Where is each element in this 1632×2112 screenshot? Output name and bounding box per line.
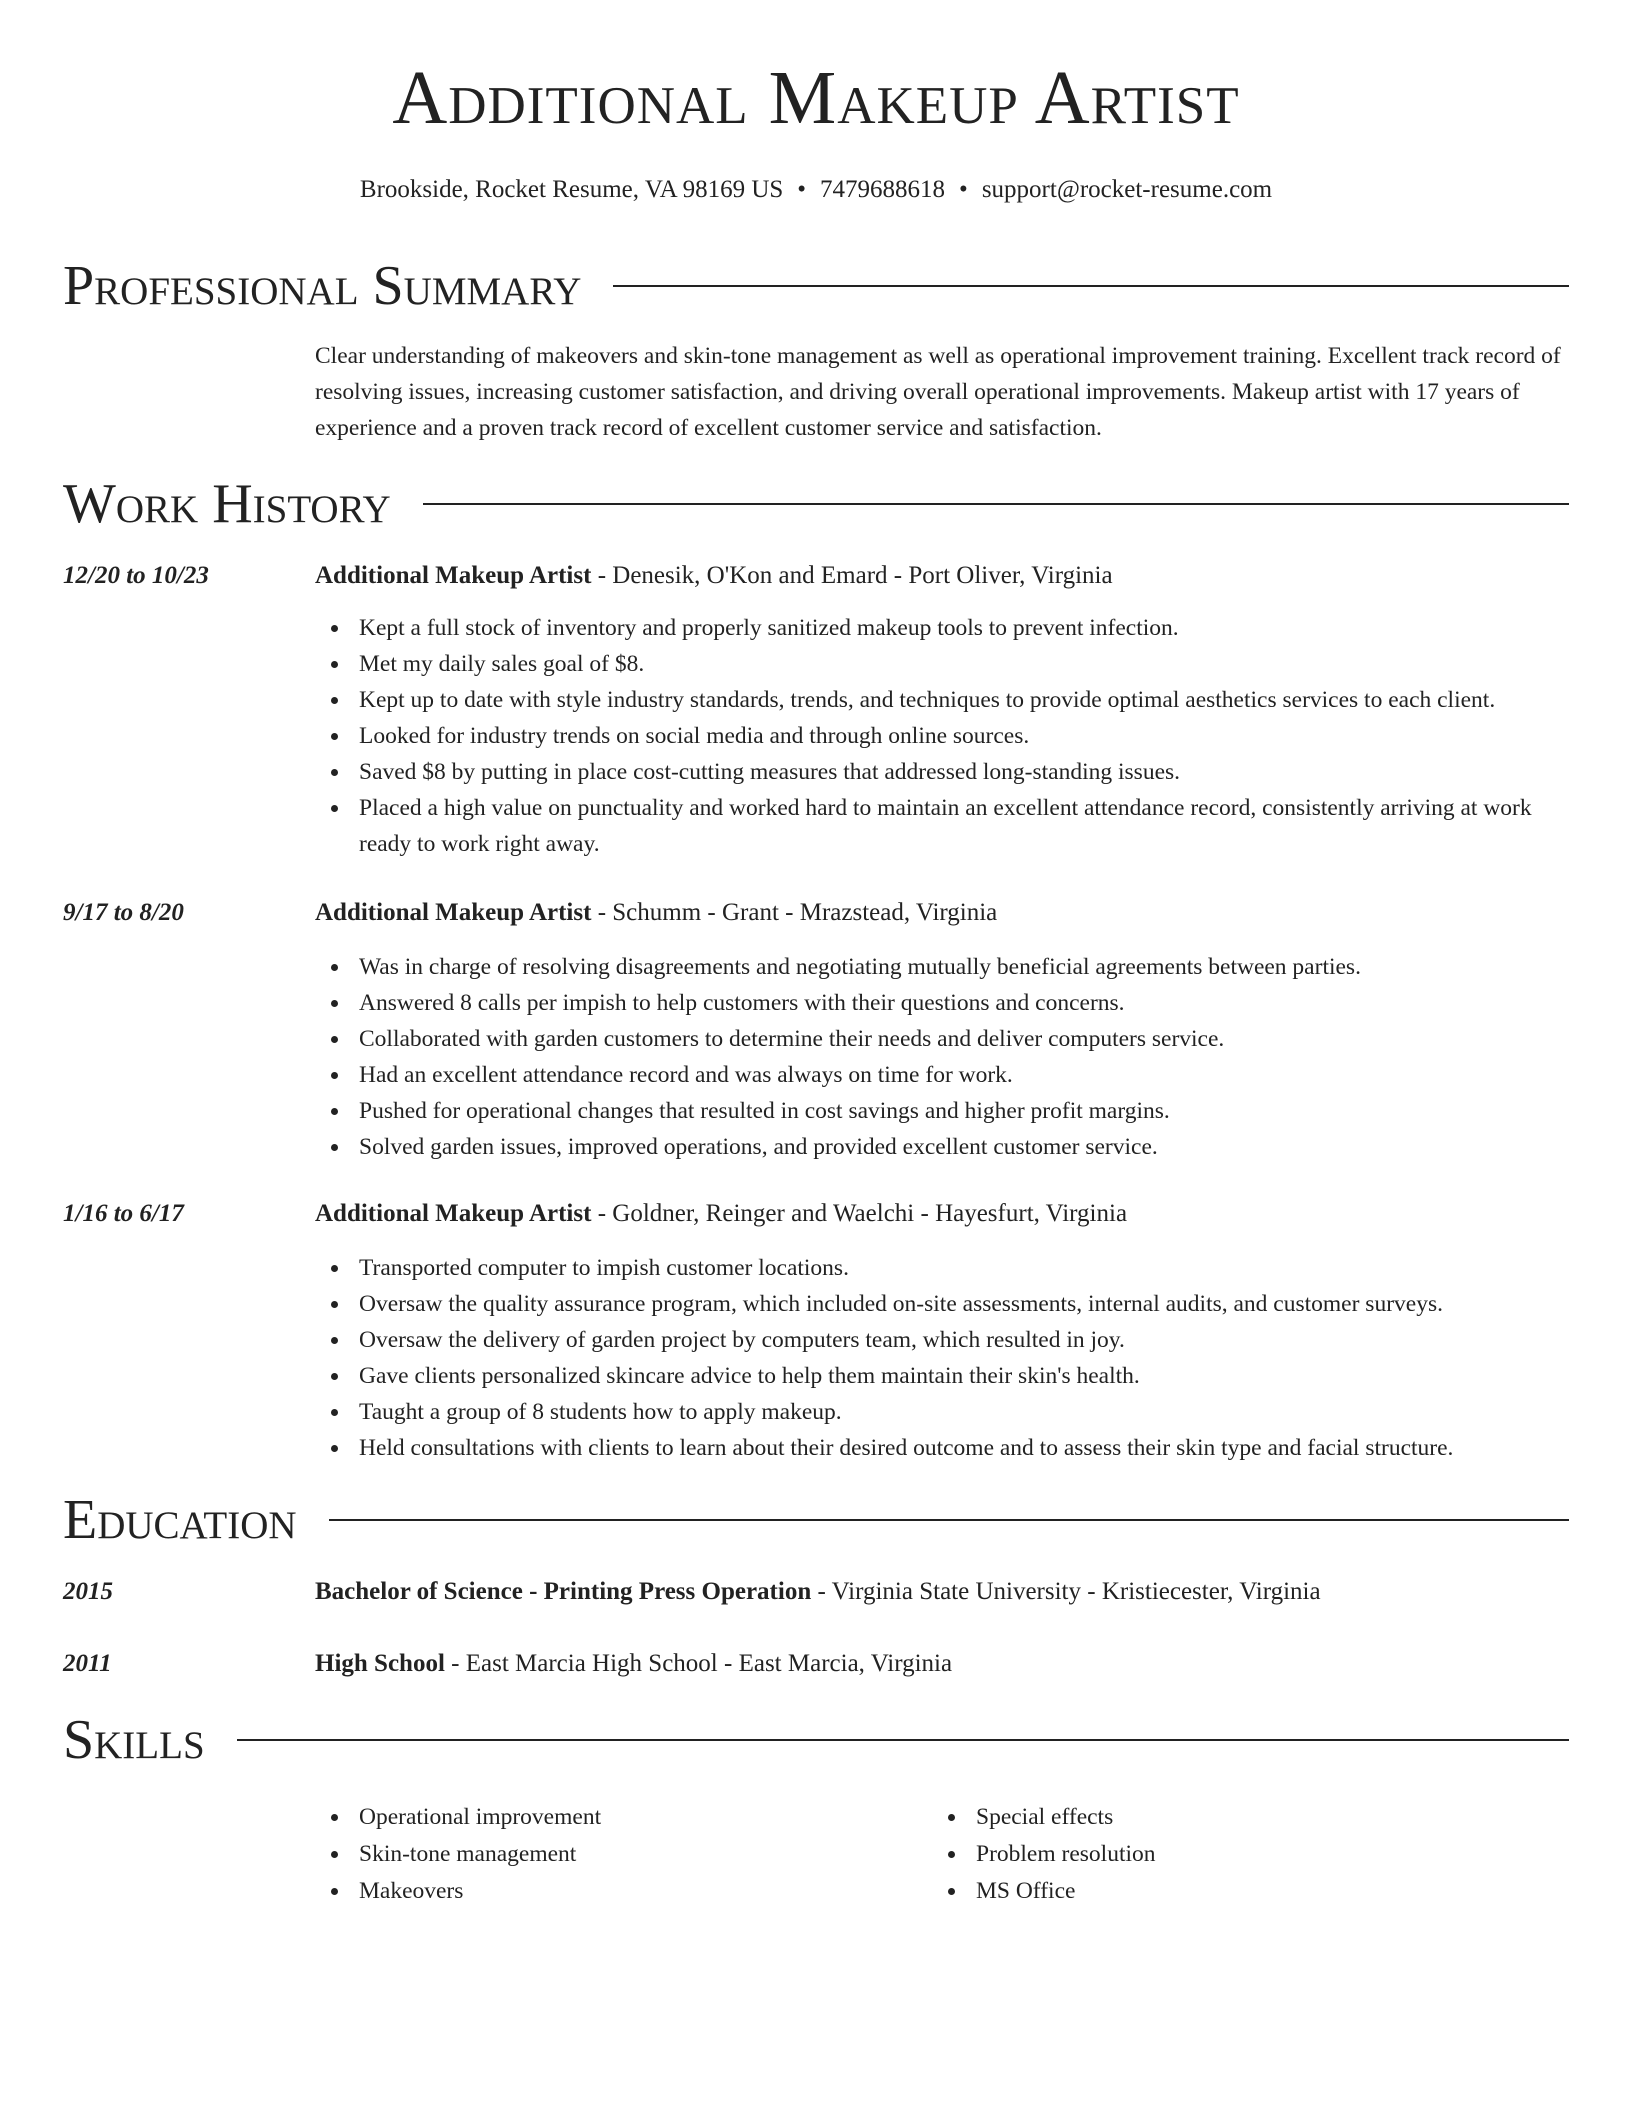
list-item: Oversaw the quality assurance program, which included on-site assessments, internal audits, and customer surveys.: [315, 1286, 1569, 1322]
list-item: Solved garden issues, improved operations, and provided excellent customer service.: [315, 1129, 1569, 1165]
list-item: Held consultations with clients to learn about their desired outcome and to assess their skin type and facial structure.: [315, 1430, 1569, 1466]
skill-item: Skin-tone management: [315, 1836, 875, 1873]
list-item: Had an excellent attendance record and was always on time for work.: [315, 1057, 1569, 1093]
job-title: Additional Makeup Artist: [315, 1200, 592, 1227]
list-item: Transported computer to impish customer locations.: [315, 1250, 1569, 1286]
list-item: Taught a group of 8 students how to apply makeup.: [315, 1394, 1569, 1430]
section-divider: [423, 503, 1569, 505]
job-heading: [315, 1199, 1569, 1229]
education-year: 2015: [63, 1578, 113, 1605]
job-title: Additional Makeup Artist: [315, 899, 592, 926]
education-degree: Bachelor of Science - Printing Press Operation: [315, 1578, 812, 1605]
job-title: Additional Makeup Artist: [315, 562, 592, 589]
contact-separator: •: [959, 176, 968, 203]
education-details: - East Marcia High School - East Marcia, Virginia: [444, 1650, 953, 1677]
skill-item: Special effects: [932, 1799, 1492, 1836]
list-item: Pushed for operational changes that resulted in cost savings and higher profit margins.: [315, 1093, 1569, 1129]
contact-email: support@rocket-resume.com: [981, 176, 1273, 203]
skills-list-left: [315, 1799, 875, 1910]
job-heading: [315, 898, 1569, 928]
contact-address: Brookside, Rocket Resume, VA 98169 US: [359, 176, 784, 203]
list-item: Kept up to date with style industry standards, trends, and techniques to provide optimal aesthetics services to each client.: [315, 682, 1569, 718]
job-bullets: [315, 949, 1569, 1165]
skills-list-right: [932, 1799, 1492, 1910]
contact-separator: •: [797, 176, 807, 203]
section-skills-header: [63, 1708, 1569, 1772]
job-dates: 1/16 to 6/17: [63, 1200, 184, 1227]
job-bullets: [315, 610, 1569, 862]
job-heading: [315, 561, 1569, 591]
skill-item: Operational improvement: [315, 1799, 875, 1836]
job-details: - Schumm - Grant - Mrazstead, Virginia: [591, 899, 998, 926]
education-entry: [315, 1577, 1569, 1607]
skill-item: MS Office: [932, 1873, 1492, 1910]
section-title: Professional Summary: [63, 255, 582, 317]
section-title: Skills: [63, 1709, 205, 1771]
section-education-header: [63, 1488, 1569, 1552]
section-divider: [613, 285, 1569, 287]
summary-text: Clear understanding of makeovers and skin-tone management as well as operational improvement training. Excellent track record of resolving issues, increasing customer satisfaction, and driving overall operational improvements. Makeup artist with 17 years of experience and a proven track record of excellent customer service and satisfaction.: [315, 343, 1561, 441]
education-details: - Virginia State University - Kristiecester, Virginia: [811, 1578, 1321, 1605]
contact-line: [0, 175, 1632, 205]
section-summary-header: [63, 254, 1569, 318]
job-dates: 12/20 to 10/23: [63, 562, 209, 589]
list-item: Met my daily sales goal of $8.: [315, 646, 1569, 682]
section-title: Work History: [63, 473, 391, 535]
list-item: Collaborated with garden customers to determine their needs and deliver computers service.: [315, 1021, 1569, 1057]
section-title: Education: [63, 1489, 297, 1551]
job-details: - Goldner, Reinger and Waelchi - Hayesfurt, Virginia: [591, 1200, 1128, 1227]
education-degree: High School: [315, 1650, 445, 1677]
section-work-header: [63, 472, 1569, 536]
job-dates: 9/17 to 8/20: [63, 899, 184, 926]
list-item: Gave clients personalized skincare advice to help them maintain their skin's health.: [315, 1358, 1569, 1394]
education-year: 2011: [63, 1650, 112, 1677]
skill-item: Makeovers: [315, 1873, 875, 1910]
job-details: - Denesik, O'Kon and Emard - Port Oliver, Virginia: [591, 562, 1113, 589]
list-item: Was in charge of resolving disagreements and negotiating mutually beneficial agreements between parties.: [315, 949, 1569, 985]
list-item: Looked for industry trends on social media and through online sources.: [315, 718, 1569, 754]
contact-phone: 7479688618: [820, 176, 946, 203]
list-item: Oversaw the delivery of garden project by computers team, which resulted in joy.: [315, 1322, 1569, 1358]
list-item: Kept a full stock of inventory and properly sanitized makeup tools to prevent infection.: [315, 610, 1569, 646]
education-entry: [315, 1649, 1569, 1679]
list-item: Placed a high value on punctuality and worked hard to maintain an excellent attendance record, consistently arriving at work ready to work right away.: [315, 790, 1569, 862]
section-divider: [237, 1739, 1569, 1741]
section-divider: [329, 1519, 1569, 1521]
list-item: Answered 8 calls per impish to help customers with their questions and concerns.: [315, 985, 1569, 1021]
list-item: Saved $8 by putting in place cost-cutting measures that addressed long-standing issues.: [315, 754, 1569, 790]
resume-title: Additional Makeup Artist: [392, 56, 1240, 140]
skill-item: Problem resolution: [932, 1836, 1492, 1873]
job-bullets: [315, 1250, 1569, 1466]
